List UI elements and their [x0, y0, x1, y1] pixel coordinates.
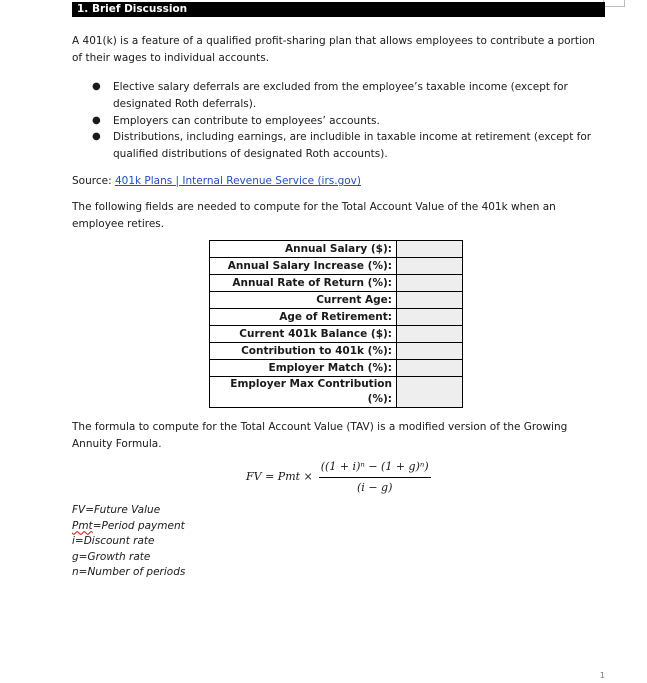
variable-legend — [72, 503, 185, 581]
table-row — [210, 241, 463, 258]
table-row — [210, 292, 463, 309]
list-item — [92, 129, 592, 163]
table-row — [210, 258, 463, 275]
field-label: Annual Salary ($): — [210, 241, 397, 258]
field-label: Annual Salary Increase (%): — [210, 258, 397, 275]
table-row — [210, 377, 463, 408]
page-number: 1 — [599, 671, 605, 680]
field-value-cell[interactable] — [397, 360, 463, 377]
field-value-cell[interactable] — [397, 326, 463, 343]
table-row — [210, 309, 463, 326]
legend-item-text: =Period payment — [92, 519, 185, 532]
field-value-cell[interactable] — [397, 292, 463, 309]
source-line — [72, 173, 607, 190]
fields-intro-paragraph: The following fields are needed to compute for the Total Account Value of the 401k when an employee retires. — [72, 201, 556, 230]
legend-item: n=Number of periods — [72, 566, 186, 578]
field-value-cell[interactable] — [397, 241, 463, 258]
field-label: Age of Retirement: — [210, 309, 397, 326]
field-label: Annual Rate of Return (%): — [210, 275, 397, 292]
formula-numerator: ((1 + i)ⁿ − (1 + g)ⁿ) — [319, 458, 431, 478]
bullet-text: Employers can contribute to employees’ accounts. — [113, 114, 380, 127]
input-fields-table — [209, 240, 463, 408]
formula-fraction — [319, 458, 431, 496]
bullet-text: Distributions, including earnings, are includible in taxable income at retirement (except for qualified distributions of designated Roth accounts). — [113, 131, 592, 161]
formula-lhs: FV = Pmt × — [246, 470, 313, 484]
list-item — [92, 79, 592, 113]
growing-annuity-formula — [246, 458, 431, 496]
field-label: Employer Match (%): — [210, 360, 397, 377]
bullet-icon: ● — [92, 81, 101, 92]
bullet-icon: ● — [92, 131, 101, 143]
bullet-text: Elective salary deferrals are excluded from the employee’s taxable income (except for designated Roth deferrals). — [113, 81, 568, 110]
legend-item — [72, 519, 185, 535]
field-value-cell[interactable] — [397, 309, 463, 326]
table-row — [210, 343, 463, 360]
table-row — [210, 360, 463, 377]
intro-paragraph: A 401(k) is a feature of a qualified profit-sharing plan that allows employees to contribute a portion of their wages to individual accounts. — [72, 35, 595, 64]
table-row — [210, 326, 463, 343]
bullet-icon: ● — [92, 114, 101, 126]
field-value-cell[interactable] — [397, 377, 463, 408]
field-value-cell[interactable] — [397, 275, 463, 292]
field-value-cell[interactable] — [397, 343, 463, 360]
legend-item: i=Discount rate — [72, 535, 155, 547]
field-label: Current Age: — [210, 292, 397, 309]
field-value-cell[interactable] — [397, 258, 463, 275]
table-row — [210, 275, 463, 292]
list-item — [92, 113, 592, 130]
source-link[interactable]: 401k Plans | Internal Revenue Service (irs.gov) — [114, 175, 361, 187]
legend-item: FV=Future Value — [72, 504, 161, 516]
field-label: Employer Max Contribution (%): — [210, 377, 397, 408]
section-heading: 1. Brief Discussion — [72, 2, 605, 17]
bullet-list — [92, 79, 592, 163]
source-label: Source: — [72, 175, 115, 187]
field-label: Contribution to 401k (%): — [210, 343, 397, 360]
legend-item: g=Growth rate — [72, 550, 151, 563]
formula-intro-paragraph: The formula to compute for the Total Account Value (TAV) is a modified version of the Growing Annuity Formula. — [72, 421, 568, 450]
formula-denominator: (i − g) — [357, 480, 393, 494]
field-label: Current 401k Balance ($): — [210, 326, 397, 343]
page-corner-mark — [603, 0, 625, 7]
spellcheck-word: Pmt — [72, 519, 93, 532]
